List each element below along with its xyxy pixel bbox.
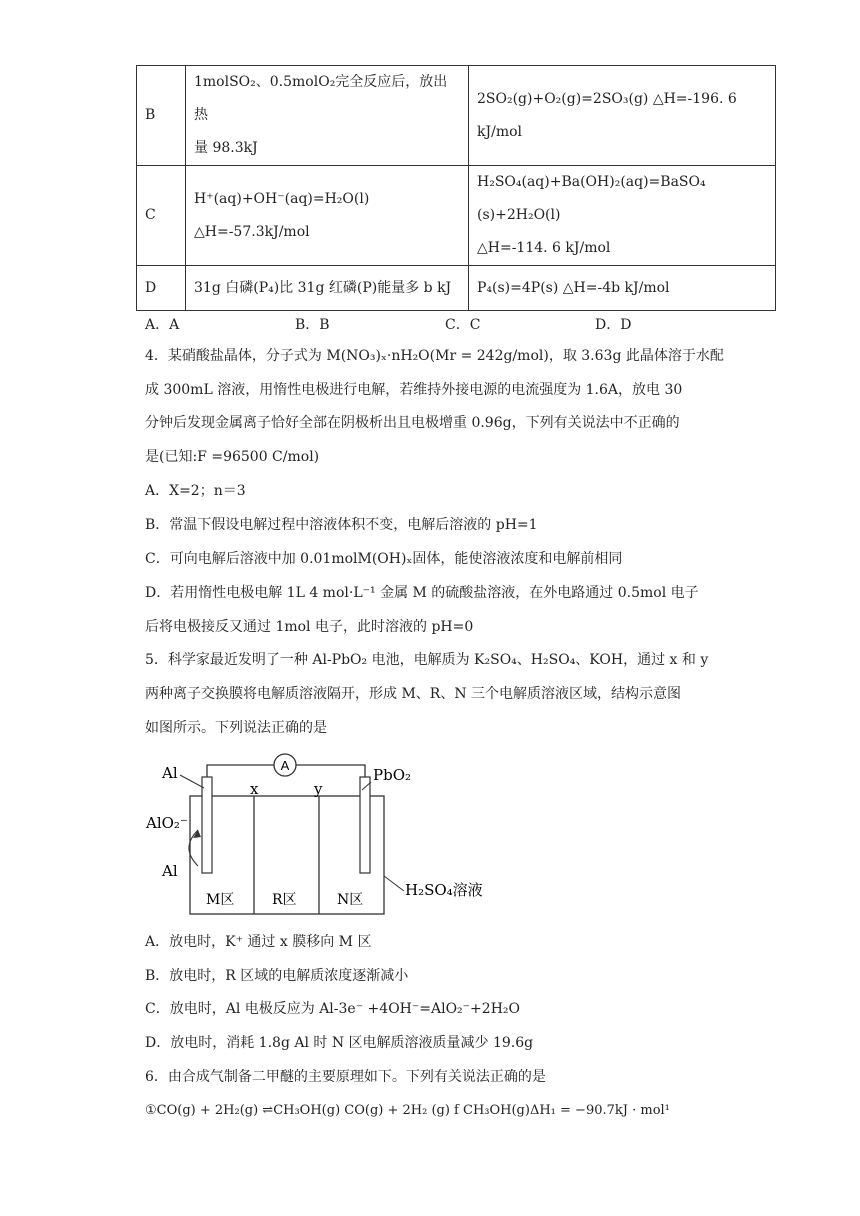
- al-bottom-label: Al: [162, 862, 178, 880]
- q6-equation: ①CO(g) + 2H₂(g) ⇌CH₃OH(g) CO(g) + 2H₂ (g) f CH₃OH(g)ΔH₁ = −90.7kJ · mol¹: [145, 1103, 670, 1118]
- row-equation: 2SO₂(g)+O₂(g)=2SO₃(g) △H=-196. 6 kJ/mol: [469, 66, 776, 166]
- zone-r-label: R区: [272, 892, 297, 908]
- al-electrode: [202, 777, 212, 873]
- row-equation: [469, 166, 776, 266]
- pbo2-label: PbO₂: [373, 766, 412, 784]
- q5-option-a: A．放电时，K⁺ 通过 x 膜移向 M 区: [145, 934, 372, 950]
- zone-m-label: M区: [206, 892, 235, 908]
- q4-option-c: C．可向电解后溶液中加 0.01molM(OH)ₓ固体，能使溶液浓度和电解前相同: [145, 551, 623, 567]
- table-row: [137, 266, 776, 311]
- pbo2-electrode: [360, 777, 370, 873]
- q5-option-c: C．放电时，Al 电极反应为 Al-3e⁻ +4OH⁻=AlO₂⁻+2H₂O: [145, 1001, 520, 1017]
- q4-stem-line: 4．某硝酸盐晶体，分子式为 M(NO₃)ₓ·nH₂O(Mr = 242g/mol)，取 3.63g 此晶体溶于水配: [145, 348, 724, 364]
- q3-option-a: A．A: [145, 317, 180, 333]
- row-description: H⁺(aq)+OH⁻(aq)=H₂O(l) △H=-57.3kJ/mol: [186, 166, 469, 266]
- eq-line: △H=-114. 6 kJ/mol: [477, 240, 611, 256]
- q5-stem-line: 两种离子交换膜将电解质溶液隔开，形成 M、R、N 三个电解质溶液区域，结构示意图: [145, 686, 682, 702]
- alo2-label: AlO₂⁻: [146, 814, 188, 832]
- q5-option-b: B．放电时，R 区域的电解质浓度逐渐减小: [145, 968, 409, 984]
- q4-stem-line: 是(已知:F =96500 C/mol): [145, 449, 320, 465]
- q4-option-d-cont: 后将电极接反又通过 1mol 电子，此时溶液的 pH=0: [145, 619, 474, 635]
- row-label: C: [137, 166, 186, 266]
- q5-option-d: D．放电时，消耗 1.8g Al 时 N 区电解质溶液质量减少 19.6g: [145, 1035, 534, 1051]
- answer-table: [136, 65, 776, 311]
- row-description: [186, 66, 469, 166]
- q4-option-b: B．常温下假设电解过程中溶液体积不变，电解后溶液的 pH=1: [145, 517, 538, 533]
- desc-line: 1molSO₂、0.5molO₂完全反应后，放出热: [194, 74, 448, 123]
- row-label: D: [137, 266, 186, 311]
- q4-stem-line: 成 300mL 溶液，用惰性电极进行电解，若维持外接电源的电流强度为 1.6A，放电 30: [145, 382, 683, 398]
- row-label: B: [137, 66, 186, 166]
- al-leader: [180, 775, 204, 788]
- q6-stem: 6．由合成气制备二甲醚的主要原理如下。下列有关说法正确的是: [145, 1069, 546, 1085]
- solution-label: H₂SO₄溶液: [405, 881, 483, 899]
- ammeter-label: A: [280, 758, 290, 773]
- q5-stem-line: 5．科学家最近发明了一种 Al-PbO₂ 电池，电解质为 K₂SO₄、H₂SO₄、KOH，通过 x 和 y: [145, 652, 709, 668]
- row-equation: P₄(s)=4P(s) △H=-4b kJ/mol: [469, 266, 776, 311]
- table-row: [137, 166, 776, 266]
- q3-option-b: B．B: [295, 317, 330, 333]
- battery-diagram: [140, 748, 520, 920]
- membrane-x-label: x: [250, 780, 259, 798]
- q4-option-d: D．若用惰性电极电解 1L 4 mol·L⁻¹ 金属 M 的硫酸盐溶液，在外电路通过 0.5mol 电子: [145, 585, 699, 601]
- q3-option-d: D．D: [595, 317, 632, 333]
- q4-option-a: A．X=2；n＝3: [145, 483, 246, 499]
- desc-line: 量 98.3kJ: [194, 140, 258, 156]
- row-description: 31g 白磷(P₄)比 31g 红磷(P)能量多 b kJ: [186, 266, 469, 311]
- table-row: [137, 66, 776, 166]
- wire-right: [296, 765, 365, 811]
- q5-stem-line: 如图所示。下列说法正确的是: [145, 720, 327, 736]
- wire-left: [207, 765, 274, 811]
- membrane-y-label: y: [314, 780, 323, 798]
- eq-line: H₂SO₄(aq)+Ba(OH)₂(aq)=BaSO₄ (s)+2H₂O(l): [477, 174, 706, 223]
- q3-option-c: C．C: [445, 317, 481, 333]
- q4-stem-line: 分钟后发现金属离子恰好全部在阴极析出且电极增重 0.96g，下列有关说法中不正确的: [145, 415, 680, 431]
- al-top-label: Al: [162, 764, 178, 782]
- zone-n-label: N区: [337, 892, 364, 908]
- solution-leader: [384, 876, 404, 891]
